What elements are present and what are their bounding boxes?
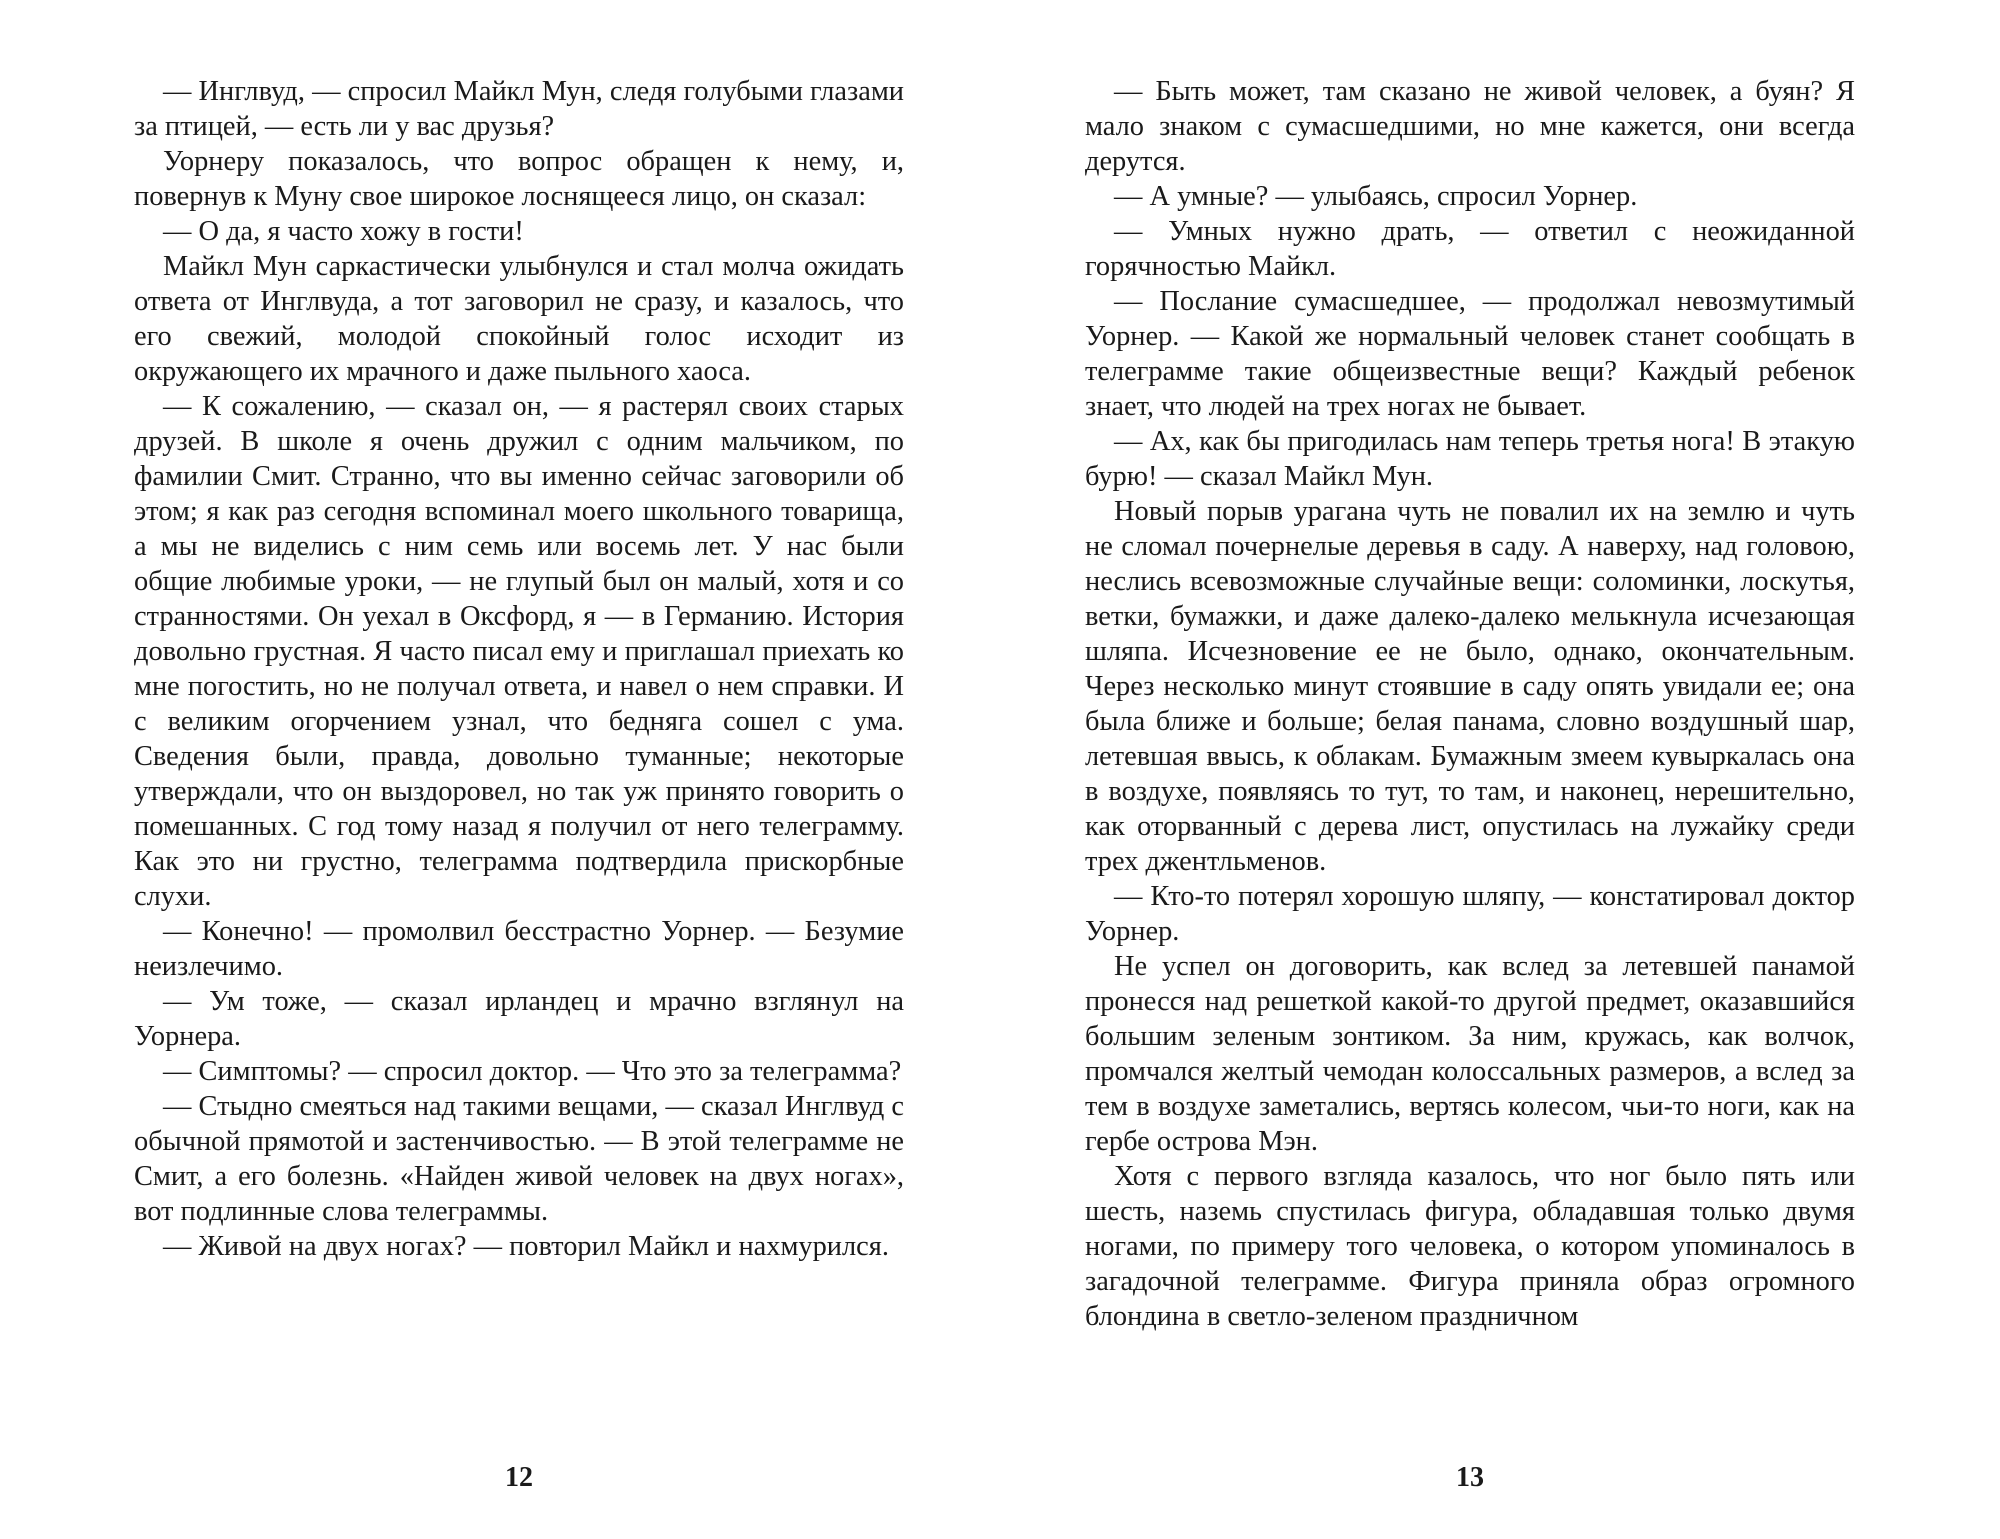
paragraph: — А умные? — улыбаясь, спросил Уорнер.	[1114, 181, 1638, 212]
left-page-text	[134, 74, 904, 1264]
paragraph: — Ум тоже, — сказал ирландец и мрачно взглянул на Уорнера.	[134, 986, 904, 1052]
paragraph: — Умных нужно драть, — ответил с неожиданной горячностью Майкл.	[1085, 216, 1855, 282]
paragraph: — Послание сумасшедшее, — продолжал невозмутимый Уорнер. — Какой же нормальный человек станет сообщать в телеграмме такие общеизвестные вещи? Каждый ребенок знает, что людей на трех ногах не бывает.	[1085, 286, 1855, 422]
paragraph: Уорнеру показалось, что вопрос обращен к нему, и, повернув к Муну свое широкое лоснящееся лицо, он сказал:	[134, 146, 904, 212]
paragraph: Майкл Мун саркастически улыбнулся и стал молча ожидать ответа от Инглвуда, а тот заговорил не сразу, и казалось, что его свежий, молодой спокойный голос исходит из окружающего их мрачного и даже пыльного хаоса.	[134, 251, 904, 387]
paragraph: — Живой на двух ногах? — повторил Майкл и нахмурился.	[163, 1231, 889, 1262]
paragraph: — Стыдно смеяться над такими вещами, — сказал Инглвуд с обычной прямотой и застенчивостью. — В этой телеграмме не Смит, а его болезнь. «Найден живой человек на двух ногах», вот подлинные слова телеграммы.	[134, 1091, 904, 1227]
paragraph: — Конечно! — промолвил бесстрастно Уорнер. — Безумие неизлечимо.	[134, 916, 904, 982]
paragraph: Новый порыв урагана чуть не повалил их на землю и чуть не сломал почернелые деревья в саду. А наверху, над головою, неслись всевозможные случайные вещи: соломинки, лоскутья, ветки, бумажки, и даже далеко-далеко мелькнула исчезающая шляпа. Исчезновение ее не было, однако, окончательным. Через несколько минут стоявшие в саду опять увидали ее; она была ближе и больше; белая панама, словно воздушный шар, летевшая ввысь, к облакам. Бумажным змеем кувыркалась она в воздухе, появляясь то тут, то там, и наконец, нерешительно, как оторванный с дерева лист, опустилась на лужайку среди трех джентльменов.	[1085, 496, 1855, 877]
paragraph: — Инглвуд, — спросил Майкл Мун, следя голубыми глазами за птицей, — есть ли у вас друзья?	[134, 76, 904, 142]
right-page-text	[1085, 74, 1855, 1334]
paragraph: — Ах, как бы пригодилась нам теперь третья нога! В этакую бурю! — сказал Майкл Мун.	[1085, 426, 1855, 492]
paragraph: — Кто-то потерял хорошую шляпу, — констатировал доктор Уорнер.	[1085, 881, 1855, 947]
paragraph: Не успел он договорить, как вслед за летевшей панамой пронесся над решеткой какой-то другой предмет, оказавшийся большим зеленым зонтиком. За ним, кружась, как волчок, промчался желтый чемодан колоссальных размеров, а вслед за тем в воздухе заметались, вертясь колесом, чьи-то ноги, как на гербе острова Мэн.	[1085, 951, 1855, 1157]
paragraph: — Симптомы? — спросил доктор. — Что это за телеграмма?	[163, 1056, 902, 1087]
left-page-number: 12	[505, 1462, 533, 1493]
paragraph: Хотя с первого взгляда казалось, что ног было пять или шесть, наземь спустилась фигура, обладавшая только двумя ногами, по примеру того человека, о котором упоминалось в загадочной телеграмме. Фигура приняла образ огромного блондина в светло-зеленом праздничном	[1085, 1161, 1855, 1332]
right-page-number: 13	[1456, 1462, 1484, 1493]
paragraph: — О да, я часто хожу в гости!	[163, 216, 524, 247]
paragraph: — Быть может, там сказано не живой человек, а буян? Я мало знаком с сумасшедшими, но мне кажется, они всегда дерутся.	[1085, 76, 1855, 177]
paragraph: — К сожалению, — сказал он, — я растерял своих старых друзей. В школе я очень дружил с одним мальчиком, по фамилии Смит. Странно, что вы именно сейчас заговорили об этом; я как раз сегодня вспоминал моего школьного товарища, а мы не виделись с ним семь или восемь лет. У нас были общие любимые уроки, — не глупый был он малый, хотя и со странностями. Он уехал в Оксфорд, я — в Германию. История довольно грустная. Я часто писал ему и приглашал приехать ко мне погостить, но не получал ответа, и навел о нем справки. И с великим огорчением узнал, что бедняга сошел с ума. Сведения были, правда, довольно туманные; некоторые утверждали, что он выздоровел, но так уж принято говорить о помешанных. С год тому назад я получил от него телеграмму. Как это ни грустно, телеграмма подтвердила прискорбные слухи.	[134, 391, 904, 912]
